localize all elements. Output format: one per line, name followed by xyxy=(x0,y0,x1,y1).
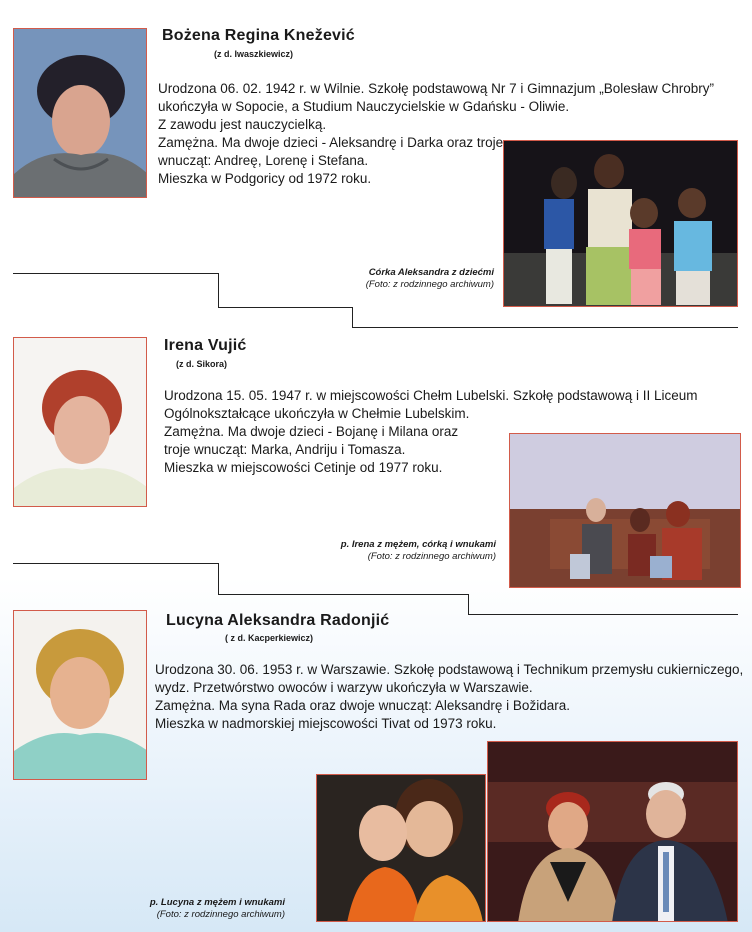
bio-line: Urodzona 30. 06. 1953 r. w Warszawie. Szkołę podstawową i Technikum przemysłu cukierniczego, xyxy=(155,662,744,677)
bio-line: Urodzona 06. 02. 1942 r. w Wilnie. Szkołę podstawową Nr 7 i Gimnazjum „Bolesław Chrobry” xyxy=(158,81,714,96)
bio-line: wnucząt: Andreę, Lorenę i Stefana. xyxy=(158,153,369,168)
caption-source: (Foto: z rodzinnego archiwum) xyxy=(367,551,496,562)
caption-title: Córka Aleksandra z dziećmi xyxy=(368,267,494,278)
bio-line: Z zawodu jest nauczycielką. xyxy=(158,117,327,132)
bio-line: Mieszka w nadmorskiej miejscowości Tivat od 1973 roku. xyxy=(155,716,497,731)
maiden-name: (z d. Iwaszkiewicz) xyxy=(214,49,294,59)
maiden-name: ( z d. Kacperkiewicz) xyxy=(225,633,314,643)
photo-caption xyxy=(150,897,285,921)
family-photo-bozena xyxy=(503,140,738,307)
grandchildren-photo-lucyna xyxy=(316,774,486,922)
bio-line: Mieszka w miejscowości Cetinje od 1977 roku. xyxy=(164,460,443,475)
bio-line: wydz. Przetwórstwo owoców i warzyw ukończyła w Warszawie. xyxy=(155,680,533,695)
couple-photo-lucyna xyxy=(487,741,738,922)
bio-line: Urodzona 15. 05. 1947 r. w miejscowości Chełm Lubelski. Szkołę podstawową i II Liceum xyxy=(164,388,698,403)
caption-title: p. Lucyna z mężem i wnukami xyxy=(149,897,285,908)
portrait-photo-irena xyxy=(13,337,147,507)
bio-line: Zamężna. Ma syna Rada oraz dwoje wnucząt: Aleksandrę i Božidara. xyxy=(155,698,570,713)
biography-text xyxy=(155,661,743,733)
bio-line: Zamężna. Ma dwoje dzieci - Bojanę i Milana oraz xyxy=(164,424,459,439)
bio-line: Zamężna. Ma dwoje dzieci - Aleksandrę i Darka oraz troje xyxy=(158,135,504,150)
section-divider xyxy=(352,327,738,328)
family-photo-irena xyxy=(509,433,741,588)
person-name: Bożena Regina Knežević xyxy=(162,27,355,44)
section-divider xyxy=(218,594,469,595)
section-divider xyxy=(468,594,469,615)
section-divider xyxy=(13,273,219,274)
section-divider xyxy=(13,563,219,564)
bio-line: Ogólnokształcące ukończyła w Chełmie Lubelskim. xyxy=(164,406,470,421)
portrait-photo-bozena xyxy=(13,28,147,198)
section-divider xyxy=(218,307,353,308)
bio-line: ukończyła w Sopocie, a Studium Nauczycielskie w Gdańsku - Oliwie. xyxy=(158,99,570,114)
caption-title: p. Irena z mężem, córką i wnukami xyxy=(340,539,496,550)
caption-source: (Foto: z rodzinnego archiwum) xyxy=(156,909,285,920)
section-divider xyxy=(218,563,219,595)
section-divider xyxy=(352,307,353,328)
portrait-photo-lucyna xyxy=(13,610,147,780)
section-divider xyxy=(468,614,738,615)
person-name: Irena Vujić xyxy=(164,337,247,354)
photo-caption xyxy=(341,539,496,563)
caption-source: (Foto: z rodzinnego archiwum) xyxy=(365,279,494,290)
bio-line: Mieszka w Podgoricy od 1972 roku. xyxy=(158,171,372,186)
person-name: Lucyna Aleksandra Radonjić xyxy=(166,612,390,629)
section-divider xyxy=(218,273,219,308)
photo-caption xyxy=(366,267,494,291)
maiden-name: (z d. Sikora) xyxy=(176,359,228,369)
bio-line: troje wnucząt: Marka, Andriju i Tomasza. xyxy=(164,442,406,457)
